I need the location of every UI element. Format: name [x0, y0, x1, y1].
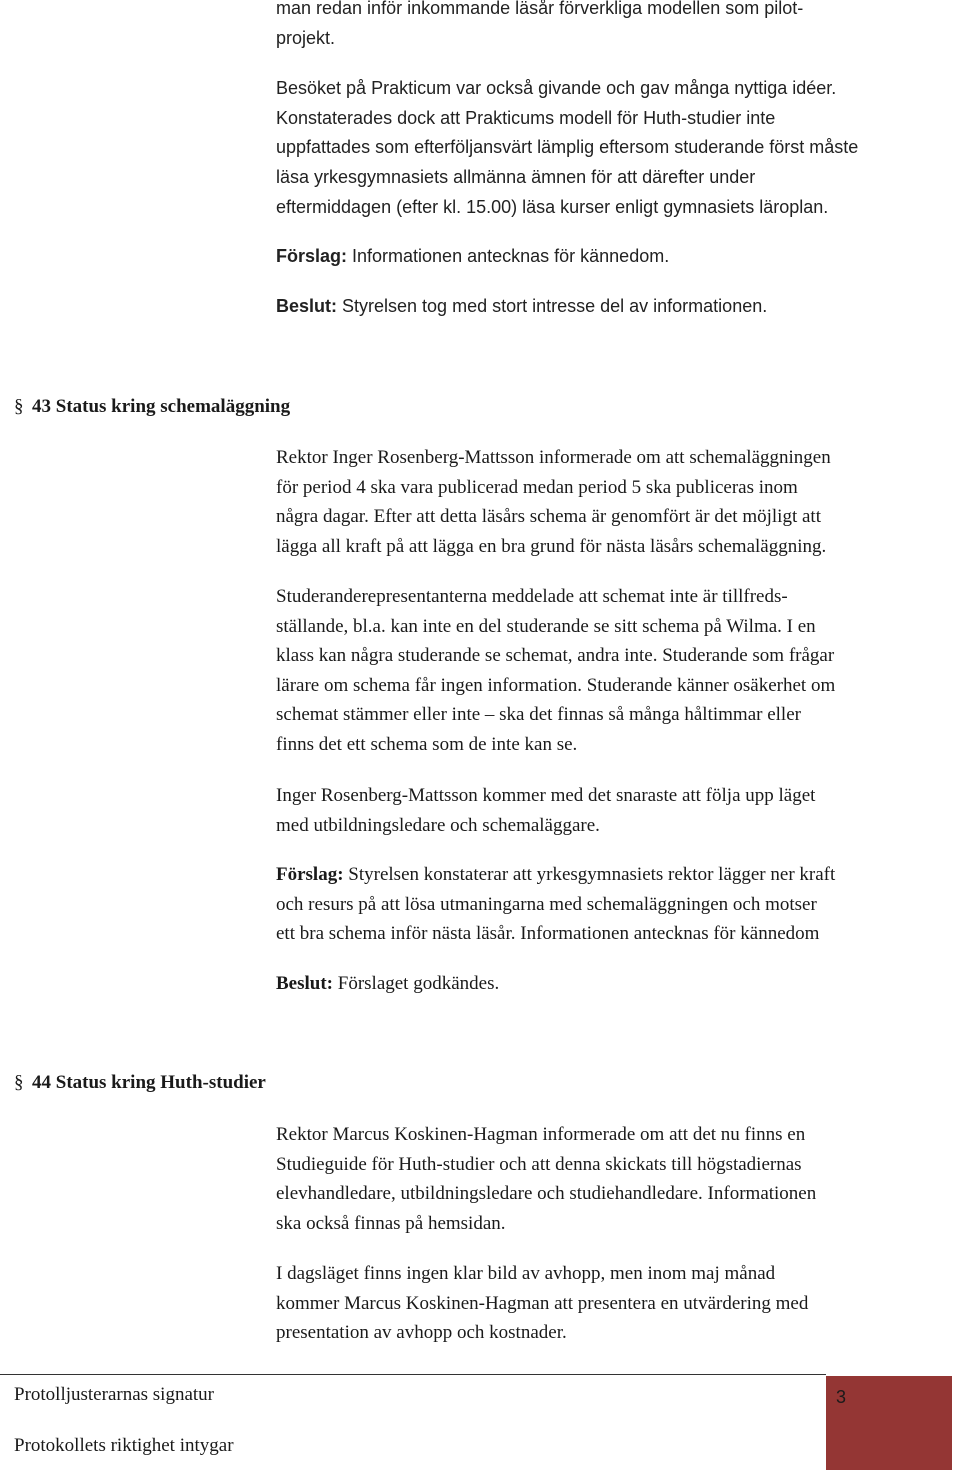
text-line: kommer Marcus Koskinen-Hagman att presentera en utvärdering med — [276, 1292, 809, 1314]
text-line: finns det ett schema som de inte kan se. — [276, 733, 578, 755]
text-line: man redan inför inkommande läsår förverkliga modellen som pilot- — [276, 0, 804, 18]
text-line: presentation av avhopp och kostnader. — [276, 1322, 567, 1344]
proposal-text: Styrelsen konstaterar att yrkesgymnasiets rektor lägger ner kraft — [343, 864, 836, 885]
text-line: eftermiddagen (efter kl. 15.00) läsa kurser enligt gymnasiets läroplan. — [276, 196, 829, 217]
section-title: 44 Status kring Huth-studier — [32, 1072, 266, 1093]
footer-divider — [0, 1374, 826, 1375]
section-43-paragraph-1 — [276, 443, 831, 561]
text-line: klass kan några studerande se schemat, andra inte. Studerande som frågar — [276, 645, 835, 667]
section-43-decision — [276, 969, 499, 999]
text-line: Besöket på Prakticum var också givande och gav många nyttiga idéer. — [276, 78, 837, 98]
verification-label: Protokollets riktighet intygar — [14, 1435, 234, 1456]
text-line: projekt. — [276, 27, 336, 48]
text-line: för period 4 ska vara publicerad medan period 5 ska publiceras inom — [276, 476, 798, 498]
text-line: Inger Rosenberg-Mattsson kommer med det snaraste att följa upp läget — [276, 785, 816, 806]
decision-label: Beslut: — [276, 296, 338, 316]
proposal-label: Förslag: — [276, 864, 344, 885]
text-line: elevhandledare, utbildningsledare och studiehandledare. Informationen — [276, 1183, 817, 1205]
decision-text: Styrelsen tog med stort intresse del av informationen. — [337, 296, 768, 316]
signature-label: Protolljusterarnas signatur — [14, 1384, 214, 1405]
proposal-text: Informationen antecknas för kännedom. — [347, 246, 670, 266]
section-44-heading — [14, 1072, 266, 1094]
text-line: Studeranderepresentanterna meddelade att schemat inte är tillfreds- — [276, 586, 788, 607]
text-line: ska också finnas på hemsidan. — [276, 1212, 506, 1234]
text-line: ett bra schema inför nästa läsår. Informationen antecknas för kännedom — [276, 923, 820, 945]
intro-paragraph — [276, 0, 803, 53]
text-line: uppfattades som efterföljansvärt lämplig eftersom studerande först måste — [276, 137, 859, 158]
text-line: schemat stämmer eller inte – ska det finnas så många håltimmar eller — [276, 704, 801, 726]
text-line: med utbildningsledare och schemaläggare. — [276, 814, 600, 836]
section-43-paragraph-2 — [276, 582, 835, 760]
text-line: lägga all kraft på att lägga en bra grund för nästa läsårs schemaläggning. — [276, 535, 827, 557]
section-title: 43 Status kring schemaläggning — [32, 396, 291, 417]
praktikum-paragraph — [276, 74, 858, 223]
decision-text: Förslaget godkändes. — [333, 973, 500, 994]
praktikum-proposal — [276, 242, 669, 272]
text-line: ställande, bl.a. kan inte en del studerande se sitt schema på Wilma. I en — [276, 615, 816, 637]
praktikum-decision — [276, 292, 767, 322]
section-43-paragraph-3 — [276, 781, 815, 840]
section-44-paragraph-2 — [276, 1259, 808, 1348]
decision-label: Beslut: — [276, 973, 333, 994]
text-line: lärare om schema får ingen information. Studerande känner osäkerhet om — [276, 674, 836, 696]
text-line: Rektor Marcus Koskinen-Hagman informerade om att det nu finns en — [276, 1124, 806, 1145]
section-43-heading — [14, 396, 290, 418]
section-symbol: § — [14, 1072, 24, 1093]
text-line: I dagsläget finns ingen klar bild av avhopp, men inom maj månad — [276, 1263, 776, 1284]
proposal-label: Förslag: — [276, 246, 348, 266]
text-line: några dagar. Efter att detta läsårs schema är genomfört är det möjligt att — [276, 506, 821, 528]
text-line: läsa yrkesgymnasiets allmänna ämnen för att därefter under — [276, 167, 756, 188]
section-43-proposal — [276, 860, 835, 949]
text-line: Studieguide för Huth-studier och att denna skickats till högstadiernas — [276, 1153, 802, 1175]
page-number-box — [826, 1376, 952, 1470]
section-symbol: § — [14, 396, 24, 417]
section-44-paragraph-1 — [276, 1120, 816, 1238]
text-line: Rektor Inger Rosenberg-Mattsson informerade om att schemaläggningen — [276, 447, 831, 468]
text-line: och resurs på att lösa utmaningarna med schemaläggningen och motser — [276, 893, 817, 915]
text-line: Konstaterades dock att Prakticums modell för Huth-studier inte — [276, 107, 776, 128]
page-number: 3 — [836, 1387, 847, 1407]
text-line — [276, 860, 835, 890]
